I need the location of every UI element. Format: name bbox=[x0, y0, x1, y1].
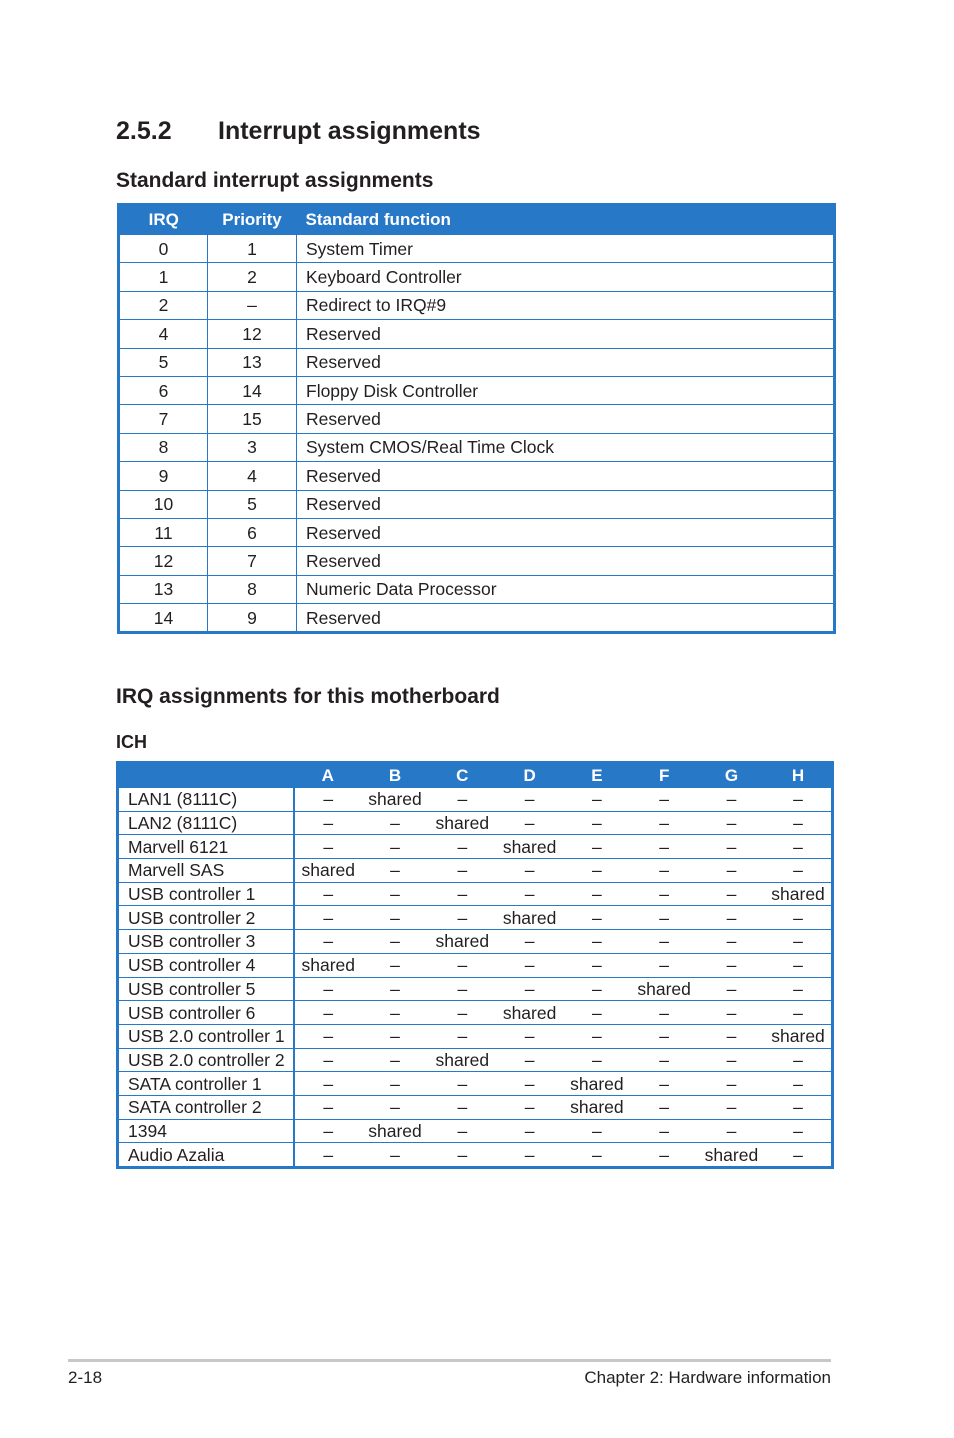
irq-value-cell: shared bbox=[698, 1143, 765, 1168]
table-row bbox=[118, 953, 833, 977]
irq-cell: 10 bbox=[119, 490, 208, 518]
irq-value-cell: – bbox=[563, 882, 630, 906]
irq-value-cell: – bbox=[429, 977, 496, 1001]
irq-value-cell: – bbox=[496, 1143, 563, 1168]
irq-value-cell: – bbox=[563, 788, 630, 811]
priority-cell: 1 bbox=[208, 235, 297, 263]
header-standard-function: Standard function bbox=[297, 205, 835, 235]
irq-value-cell: – bbox=[698, 1095, 765, 1119]
irq-value-cell: – bbox=[361, 811, 428, 835]
device-cell: SATA controller 1 bbox=[118, 1072, 295, 1096]
irq-value-cell: – bbox=[496, 953, 563, 977]
irq-value-cell: – bbox=[429, 906, 496, 930]
irq-value-cell: – bbox=[698, 811, 765, 835]
table-row bbox=[119, 263, 835, 291]
irq-value-cell: – bbox=[698, 906, 765, 930]
function-cell: Reserved bbox=[297, 348, 835, 376]
table-row bbox=[118, 1095, 833, 1119]
irq-value-cell: shared bbox=[496, 906, 563, 930]
priority-cell: 3 bbox=[208, 433, 297, 461]
irq-cell: 11 bbox=[119, 518, 208, 546]
irq-value-cell: – bbox=[294, 1119, 361, 1143]
device-cell: LAN2 (8111C) bbox=[118, 811, 295, 835]
irq-value-cell: – bbox=[429, 1001, 496, 1025]
table-row bbox=[119, 320, 835, 348]
irq-value-cell: – bbox=[563, 906, 630, 930]
irq-value-cell: – bbox=[294, 906, 361, 930]
irq-value-cell: shared bbox=[563, 1095, 630, 1119]
device-cell: USB controller 5 bbox=[118, 977, 295, 1001]
device-cell: USB controller 6 bbox=[118, 1001, 295, 1025]
irq-cell: 7 bbox=[119, 405, 208, 433]
irq-value-cell: shared bbox=[563, 1072, 630, 1096]
table-row bbox=[119, 376, 835, 404]
irq-value-cell: – bbox=[765, 835, 832, 859]
table-row bbox=[118, 811, 833, 835]
table-header-row bbox=[119, 205, 835, 235]
irq-value-cell: shared bbox=[294, 859, 361, 883]
irq-value-cell: – bbox=[698, 977, 765, 1001]
priority-cell: 2 bbox=[208, 263, 297, 291]
header-irq: IRQ bbox=[119, 205, 208, 235]
ich-label: ICH bbox=[116, 732, 147, 752]
priority-cell: 14 bbox=[208, 376, 297, 404]
header-priority: Priority bbox=[208, 205, 297, 235]
device-cell: LAN1 (8111C) bbox=[118, 788, 295, 811]
irq-value-cell: – bbox=[765, 1119, 832, 1143]
irq-value-cell: – bbox=[361, 906, 428, 930]
irq-value-cell: shared bbox=[631, 977, 698, 1001]
irq-value-cell: – bbox=[631, 1072, 698, 1096]
irq-value-cell: – bbox=[563, 835, 630, 859]
irq-cell: 9 bbox=[119, 462, 208, 490]
irq-value-cell: – bbox=[496, 930, 563, 954]
device-cell: USB 2.0 controller 1 bbox=[118, 1024, 295, 1048]
header-column-d: D bbox=[496, 763, 563, 789]
priority-cell: 8 bbox=[208, 575, 297, 603]
table-row bbox=[118, 882, 833, 906]
irq-value-cell: – bbox=[563, 953, 630, 977]
irq-value-cell: – bbox=[765, 930, 832, 954]
irq-value-cell: shared bbox=[496, 835, 563, 859]
irq-value-cell: – bbox=[361, 1095, 428, 1119]
function-cell: Reserved bbox=[297, 547, 835, 575]
irq-value-cell: shared bbox=[765, 1024, 832, 1048]
irq-assignments-title: IRQ assignments for this motherboard bbox=[116, 685, 500, 708]
irq-value-cell: – bbox=[631, 788, 698, 811]
irq-value-cell: – bbox=[496, 1048, 563, 1072]
standard-interrupt-table bbox=[117, 203, 836, 634]
irq-value-cell: – bbox=[563, 1143, 630, 1168]
irq-value-cell: – bbox=[631, 811, 698, 835]
table-row bbox=[118, 859, 833, 883]
irq-value-cell: – bbox=[698, 882, 765, 906]
irq-cell: 13 bbox=[119, 575, 208, 603]
device-cell: USB 2.0 controller 2 bbox=[118, 1048, 295, 1072]
irq-value-cell: – bbox=[563, 977, 630, 1001]
device-cell: USB controller 2 bbox=[118, 906, 295, 930]
table-row bbox=[118, 1072, 833, 1096]
function-cell: Floppy Disk Controller bbox=[297, 376, 835, 404]
irq-value-cell: – bbox=[631, 1119, 698, 1143]
irq-value-cell: – bbox=[698, 953, 765, 977]
irq-value-cell: – bbox=[496, 811, 563, 835]
irq-value-cell: – bbox=[631, 1048, 698, 1072]
function-cell: Reserved bbox=[297, 490, 835, 518]
priority-cell: 15 bbox=[208, 405, 297, 433]
irq-value-cell: – bbox=[765, 1048, 832, 1072]
irq-value-cell: – bbox=[429, 953, 496, 977]
irq-value-cell: – bbox=[496, 1024, 563, 1048]
irq-value-cell: – bbox=[294, 882, 361, 906]
irq-cell: 1 bbox=[119, 263, 208, 291]
irq-cell: 5 bbox=[119, 348, 208, 376]
function-cell: Keyboard Controller bbox=[297, 263, 835, 291]
irq-value-cell: – bbox=[698, 835, 765, 859]
irq-value-cell: – bbox=[361, 1143, 428, 1168]
priority-cell: 7 bbox=[208, 547, 297, 575]
irq-value-cell: – bbox=[361, 1072, 428, 1096]
irq-value-cell: – bbox=[698, 1001, 765, 1025]
irq-value-cell: – bbox=[765, 953, 832, 977]
irq-value-cell: – bbox=[698, 1072, 765, 1096]
irq-value-cell: – bbox=[563, 1024, 630, 1048]
irq-value-cell: – bbox=[631, 930, 698, 954]
irq-value-cell: shared bbox=[429, 811, 496, 835]
irq-value-cell: – bbox=[631, 1143, 698, 1168]
irq-value-cell: – bbox=[294, 1143, 361, 1168]
priority-cell: 12 bbox=[208, 320, 297, 348]
irq-value-cell: – bbox=[294, 977, 361, 1001]
device-cell: Audio Azalia bbox=[118, 1143, 295, 1168]
function-cell: Redirect to IRQ#9 bbox=[297, 291, 835, 319]
device-cell: USB controller 1 bbox=[118, 882, 295, 906]
irq-value-cell: – bbox=[496, 1095, 563, 1119]
irq-value-cell: – bbox=[361, 882, 428, 906]
irq-value-cell: – bbox=[698, 859, 765, 883]
function-cell: Reserved bbox=[297, 320, 835, 348]
irq-value-cell: – bbox=[496, 882, 563, 906]
table-row bbox=[118, 835, 833, 859]
table-row bbox=[119, 547, 835, 575]
chapter-title: Chapter 2: Hardware information bbox=[584, 1368, 831, 1387]
irq-value-cell: – bbox=[361, 1024, 428, 1048]
irq-cell: 8 bbox=[119, 433, 208, 461]
irq-value-cell: – bbox=[294, 930, 361, 954]
irq-cell: 4 bbox=[119, 320, 208, 348]
footer-rule bbox=[68, 1359, 831, 1362]
irq-value-cell: shared bbox=[496, 1001, 563, 1025]
irq-value-cell: shared bbox=[429, 930, 496, 954]
priority-cell: 13 bbox=[208, 348, 297, 376]
irq-value-cell: – bbox=[631, 1095, 698, 1119]
standard-interrupt-title: Standard interrupt assignments bbox=[116, 169, 434, 192]
table-row bbox=[119, 575, 835, 603]
irq-value-cell: – bbox=[429, 788, 496, 811]
device-cell: USB controller 3 bbox=[118, 930, 295, 954]
irq-value-cell: – bbox=[429, 1119, 496, 1143]
irq-cell: 14 bbox=[119, 604, 208, 633]
irq-value-cell: – bbox=[563, 1048, 630, 1072]
page-number: 2-18 bbox=[68, 1368, 103, 1387]
function-cell: System Timer bbox=[297, 235, 835, 263]
irq-value-cell: – bbox=[361, 1001, 428, 1025]
section-number: 2.5.2 bbox=[116, 117, 172, 145]
irq-value-cell: – bbox=[631, 953, 698, 977]
irq-value-cell: – bbox=[631, 859, 698, 883]
table-row bbox=[119, 518, 835, 546]
irq-value-cell: – bbox=[563, 1119, 630, 1143]
table-row bbox=[118, 1048, 833, 1072]
irq-value-cell: – bbox=[765, 811, 832, 835]
table-row bbox=[118, 977, 833, 1001]
priority-cell: 6 bbox=[208, 518, 297, 546]
irq-value-cell: – bbox=[429, 835, 496, 859]
irq-value-cell: – bbox=[631, 906, 698, 930]
irq-value-cell: – bbox=[765, 788, 832, 811]
priority-cell: 9 bbox=[208, 604, 297, 633]
table-row bbox=[119, 405, 835, 433]
irq-value-cell: – bbox=[294, 1024, 361, 1048]
irq-value-cell: – bbox=[361, 953, 428, 977]
irq-cell: 6 bbox=[119, 376, 208, 404]
irq-value-cell: – bbox=[765, 859, 832, 883]
table-row bbox=[118, 1119, 833, 1143]
irq-value-cell: – bbox=[631, 882, 698, 906]
irq-value-cell: – bbox=[294, 1095, 361, 1119]
irq-value-cell: – bbox=[496, 1119, 563, 1143]
irq-cell: 0 bbox=[119, 235, 208, 263]
irq-value-cell: – bbox=[294, 1072, 361, 1096]
irq-value-cell: – bbox=[698, 788, 765, 811]
irq-cell: 2 bbox=[119, 291, 208, 319]
irq-value-cell: – bbox=[429, 1024, 496, 1048]
table-row bbox=[119, 291, 835, 319]
function-cell: Reserved bbox=[297, 518, 835, 546]
irq-value-cell: – bbox=[765, 977, 832, 1001]
irq-value-cell: – bbox=[361, 930, 428, 954]
header-column-h: H bbox=[765, 763, 832, 789]
irq-value-cell: – bbox=[429, 882, 496, 906]
header-column-a: A bbox=[294, 763, 361, 789]
table-row bbox=[118, 930, 833, 954]
irq-value-cell: – bbox=[631, 1001, 698, 1025]
header-column-g: G bbox=[698, 763, 765, 789]
irq-value-cell: – bbox=[294, 811, 361, 835]
function-cell: Reserved bbox=[297, 462, 835, 490]
irq-value-cell: shared bbox=[361, 1119, 428, 1143]
device-cell: Marvell SAS bbox=[118, 859, 295, 883]
irq-value-cell: – bbox=[563, 930, 630, 954]
priority-cell: – bbox=[208, 291, 297, 319]
function-cell: Reserved bbox=[297, 405, 835, 433]
irq-value-cell: – bbox=[631, 835, 698, 859]
table-row bbox=[118, 1143, 833, 1168]
irq-value-cell: – bbox=[361, 1048, 428, 1072]
header-column-c: C bbox=[429, 763, 496, 789]
device-cell: USB controller 4 bbox=[118, 953, 295, 977]
table-row bbox=[118, 1001, 833, 1025]
irq-value-cell: – bbox=[294, 788, 361, 811]
table-row bbox=[118, 906, 833, 930]
header-column-f: F bbox=[631, 763, 698, 789]
irq-value-cell: – bbox=[563, 1001, 630, 1025]
irq-value-cell: – bbox=[361, 977, 428, 1001]
table-header-row bbox=[118, 763, 833, 789]
irq-value-cell: shared bbox=[429, 1048, 496, 1072]
table-row bbox=[119, 433, 835, 461]
irq-value-cell: – bbox=[496, 977, 563, 1001]
table-row bbox=[119, 604, 835, 633]
function-cell: System CMOS/Real Time Clock bbox=[297, 433, 835, 461]
irq-value-cell: – bbox=[429, 1072, 496, 1096]
irq-value-cell: – bbox=[429, 1143, 496, 1168]
irq-value-cell: – bbox=[698, 1048, 765, 1072]
device-cell: SATA controller 2 bbox=[118, 1095, 295, 1119]
irq-value-cell: shared bbox=[361, 788, 428, 811]
priority-cell: 4 bbox=[208, 462, 297, 490]
irq-value-cell: shared bbox=[765, 882, 832, 906]
header-device bbox=[118, 763, 295, 789]
table-row bbox=[118, 1024, 833, 1048]
irq-value-cell: – bbox=[765, 906, 832, 930]
irq-value-cell: – bbox=[496, 859, 563, 883]
section-title-text: Interrupt assignments bbox=[218, 117, 481, 145]
irq-value-cell: – bbox=[361, 859, 428, 883]
device-cell: 1394 bbox=[118, 1119, 295, 1143]
irq-value-cell: – bbox=[765, 1095, 832, 1119]
header-column-e: E bbox=[563, 763, 630, 789]
header-column-b: B bbox=[361, 763, 428, 789]
irq-value-cell: – bbox=[631, 1024, 698, 1048]
table-row bbox=[118, 788, 833, 811]
irq-value-cell: shared bbox=[294, 953, 361, 977]
irq-value-cell: – bbox=[496, 1072, 563, 1096]
function-cell: Numeric Data Processor bbox=[297, 575, 835, 603]
function-cell: Reserved bbox=[297, 604, 835, 633]
table-row bbox=[119, 462, 835, 490]
irq-assignments-table bbox=[116, 761, 834, 1169]
irq-value-cell: – bbox=[698, 1119, 765, 1143]
irq-value-cell: – bbox=[765, 1001, 832, 1025]
device-cell: Marvell 6121 bbox=[118, 835, 295, 859]
irq-value-cell: – bbox=[294, 1001, 361, 1025]
section-title bbox=[116, 117, 481, 146]
irq-value-cell: – bbox=[294, 1048, 361, 1072]
irq-value-cell: – bbox=[361, 835, 428, 859]
irq-value-cell: – bbox=[496, 788, 563, 811]
table-row bbox=[119, 490, 835, 518]
table-row bbox=[119, 348, 835, 376]
irq-value-cell: – bbox=[294, 835, 361, 859]
irq-cell: 12 bbox=[119, 547, 208, 575]
irq-value-cell: – bbox=[429, 1095, 496, 1119]
table-row bbox=[119, 235, 835, 263]
priority-cell: 5 bbox=[208, 490, 297, 518]
irq-value-cell: – bbox=[563, 859, 630, 883]
irq-value-cell: – bbox=[765, 1072, 832, 1096]
irq-value-cell: – bbox=[429, 859, 496, 883]
irq-value-cell: – bbox=[765, 1143, 832, 1168]
irq-value-cell: – bbox=[563, 811, 630, 835]
irq-value-cell: – bbox=[698, 930, 765, 954]
irq-value-cell: – bbox=[698, 1024, 765, 1048]
